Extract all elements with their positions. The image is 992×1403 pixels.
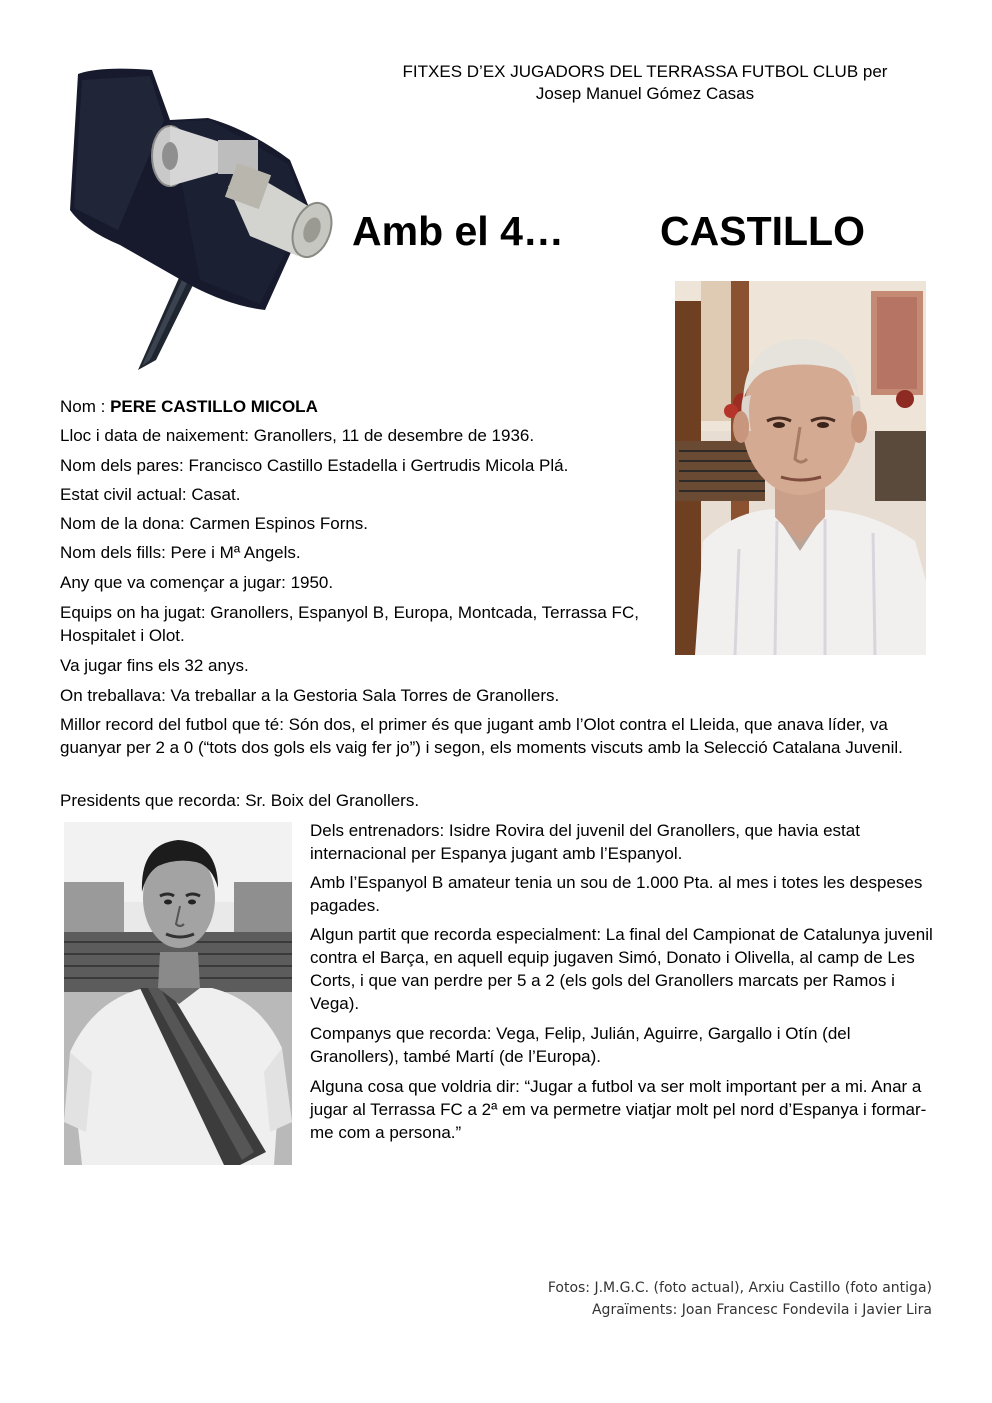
field-pares: Nom dels pares: Francisco Castillo Estadella i Gertrudis Micola Plá. bbox=[60, 456, 569, 475]
field-nom-value: PERE CASTILLO MICOLA bbox=[110, 397, 318, 416]
field-nom-label: Nom : bbox=[60, 397, 111, 416]
current-photo bbox=[675, 281, 926, 655]
field-presidents: Presidents que recorda: Sr. Boix del Granollers. bbox=[60, 791, 420, 810]
field-naixement: Lloc i data de naixement: Granollers, 11 de desembre de 1936. bbox=[60, 426, 535, 445]
page-title-number: Amb el 4… bbox=[352, 208, 564, 254]
field-equips: Equips on ha jugat: Granollers, Espanyol B, Europa, Montcada, Terrassa FC, Hospitalet i Olot. bbox=[60, 603, 639, 645]
header-line-1: FITXES D’EX JUGADORS DEL TERRASSA FUTBOL CLUB per bbox=[402, 62, 888, 81]
header-line-2: Josep Manuel Gómez Casas bbox=[535, 84, 755, 103]
field-fins: Va jugar fins els 32 anys. bbox=[60, 656, 249, 675]
field-nom bbox=[60, 395, 318, 418]
field-companys: Companys que recorda: Vega, Felip, Julián, Aguirre, Gargallo i Otín (del Granollers), també Martí (de l’Europa). bbox=[310, 1024, 851, 1066]
photo-credits: Fotos: J.M.G.C. (foto actual), Arxiu Castillo (foto antiga) bbox=[547, 1280, 932, 1296]
loudspeaker-image bbox=[60, 60, 350, 380]
field-entrenadors: Dels entrenadors: Isidre Rovira del juvenil del Granollers, que havia estat internacional per Espanya jugant amb l’Espanyol. bbox=[310, 821, 860, 863]
field-fills: Nom dels fills: Pere i Mª Angels. bbox=[60, 543, 301, 562]
field-comencar: Any que va començar a jugar: 1950. bbox=[60, 573, 334, 592]
field-estat-civil: Estat civil actual: Casat. bbox=[60, 485, 241, 504]
field-record: Millor record del futbol que té: Són dos, el primer és que jugant amb l’Olot contra el Lleida, que anava líder, va guanyar per 2 a 0 (“tots dos gols els vaig fer jo”) i segon, els moments viscuts amb la Selecció Catalana Juvenil. bbox=[60, 715, 903, 757]
old-photo bbox=[64, 822, 292, 1165]
field-treballava: On treballava: Va treballar a la Gestoria Sala Torres de Granollers. bbox=[60, 686, 560, 705]
page-title-name: CASTILLO bbox=[660, 208, 865, 254]
acknowledgements: Agraïments: Joan Francesc Fondevila i Javier Lira bbox=[591, 1302, 932, 1318]
field-dir: Alguna cosa que voldria dir: “Jugar a futbol va ser molt important per a mi. Anar a jugar al Terrassa FC a 2ª em va permetre viatjar molt pel nord d’Espanya i formar-me com a persona.” bbox=[310, 1077, 927, 1142]
field-partit: Algun partit que recorda especialment: La final del Campionat de Catalunya juvenil contra el Barça, en aquell equip jugaven Simó, Donato i Olivella, al camp de Les Corts, i que van perdre per 5 a 2 (els gols del Granollers marcats per Ramos i Vega). bbox=[310, 925, 933, 1013]
field-sou: Amb l’Espanyol B amateur tenia un sou de 1.000 Pta. al mes i totes les despeses pagades. bbox=[310, 873, 923, 915]
field-dona: Nom de la dona: Carmen Espinos Forns. bbox=[60, 514, 369, 533]
